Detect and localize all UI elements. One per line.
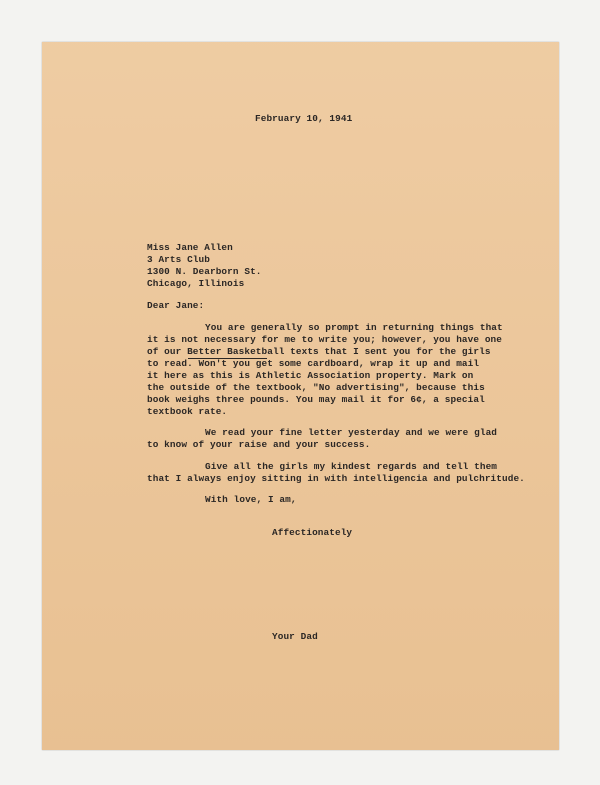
salutation: Dear Jane: — [147, 300, 205, 311]
recipient-name: Miss Jane Allen — [147, 242, 233, 253]
paragraph1-line: to read. Won't you get some cardboard, wrap it up and mail — [147, 358, 480, 369]
paragraph3-line: that I always enjoy sitting in with intelligencia and pulchritude. — [147, 473, 525, 484]
paragraph1-line: You are generally so prompt in returning things that — [205, 322, 503, 333]
complimentary-close: Affectionately — [272, 527, 353, 538]
paragraph1-line: it is not necessary for me to write you; however, you have one — [147, 334, 503, 345]
recipient-street: 1300 N. Dearborn St. — [147, 266, 262, 277]
paragraph1-line: the outside of the textbook, "No advertising", because this — [147, 382, 485, 393]
recipient-city: Chicago, Illinois — [147, 278, 245, 289]
paragraph1-line: textbook rate. — [147, 406, 228, 417]
letter-date: February 10, 1941 — [255, 113, 353, 124]
recipient-organization: 3 Arts Club — [147, 254, 210, 265]
closing-line: With love, I am, — [205, 494, 297, 505]
paragraph1-line: it here as this is Athletic Association property. Mark on — [147, 370, 474, 381]
paragraph1-line: of our Better Basketball texts that I sent you for the girls — [147, 346, 491, 357]
signature: Your Dad — [272, 631, 318, 642]
paragraph3-line: Give all the girls my kindest regards and tell them — [205, 461, 498, 472]
paragraph2-line: We read your fine letter yesterday and we were glad — [205, 427, 498, 438]
paragraph2-line: to know of your raise and your success. — [147, 439, 371, 450]
paragraph1-line: book weighs three pounds. You may mail it for 6¢, a special — [147, 394, 485, 405]
